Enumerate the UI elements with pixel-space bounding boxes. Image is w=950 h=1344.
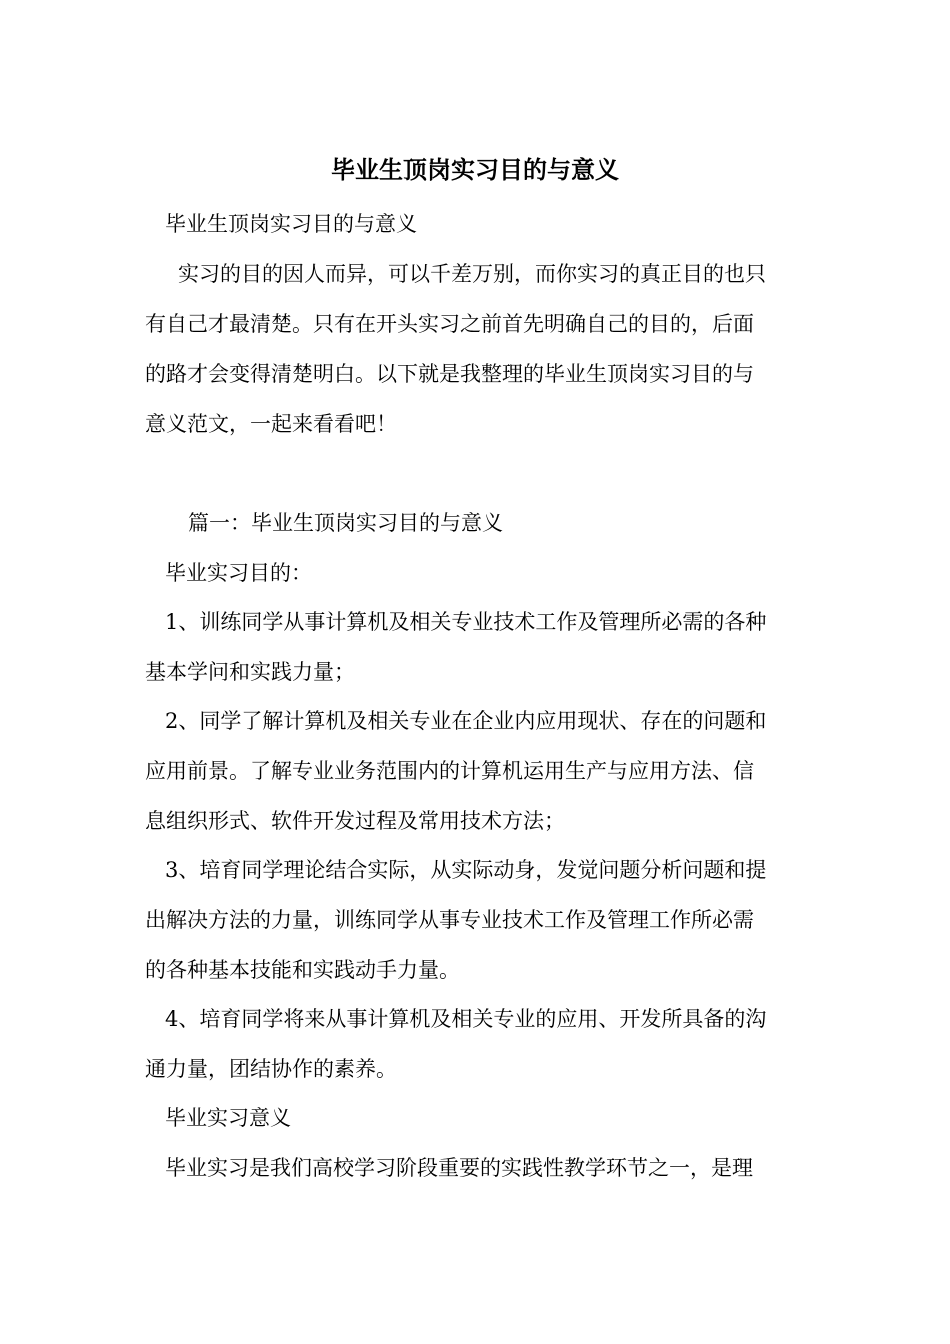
paragraph-line: 意义范文，一起来看看吧！ (145, 412, 397, 436)
list-item-line: 出解决方法的力量，训练同学从事专业技术工作及管理工作所必需 (145, 908, 754, 932)
list-item-line: 4、培育同学将来从事计算机及相关专业的应用、开发所具备的沟 (165, 1007, 767, 1031)
paragraph-line: 有自己才最清楚。只有在开头实习之前首先明确自己的目的，后面 (145, 312, 754, 336)
paragraph-line: 毕业实习是我们高校学习阶段重要的实践性教学环节之一，是理 (165, 1156, 753, 1180)
list-item-line: 息组织形式、软件开发过程及常用技术方法； (145, 809, 565, 833)
section-heading: 篇一：毕业生顶岗实习目的与意义 (188, 511, 503, 535)
paragraph-line: 实习的目的因人而异，可以千差万别，而你实习的真正目的也只 (178, 262, 766, 286)
document-title: 毕业生顶岗实习目的与意义 (331, 155, 619, 184)
list-item-line: 应用前景。了解专业业务范围内的计算机运用生产与应用方法、信 (145, 759, 754, 783)
subtitle-line: 毕业生顶岗实习目的与意义 (165, 212, 417, 236)
list-item-line: 的各种基本技能和实践动手力量。 (145, 958, 460, 982)
section-subheading: 毕业实习目的： (165, 561, 312, 585)
list-item-line: 通力量，团结协作的素养。 (145, 1057, 397, 1081)
list-item-line: 1、训练同学从事计算机及相关专业技术工作及管理所必需的各种 (165, 610, 767, 634)
paragraph-line: 的路才会变得清楚明白。以下就是我整理的毕业生顶岗实习目的与 (145, 362, 754, 386)
list-item-line: 3、培育同学理论结合实际，从实际动身，发觉问题分析问题和提 (165, 858, 767, 882)
list-item-line: 2、同学了解计算机及相关专业在企业内应用现状、存在的问题和 (165, 709, 767, 733)
list-item-line: 基本学问和实践力量； (145, 660, 355, 684)
section-subheading: 毕业实习意义 (165, 1106, 291, 1130)
